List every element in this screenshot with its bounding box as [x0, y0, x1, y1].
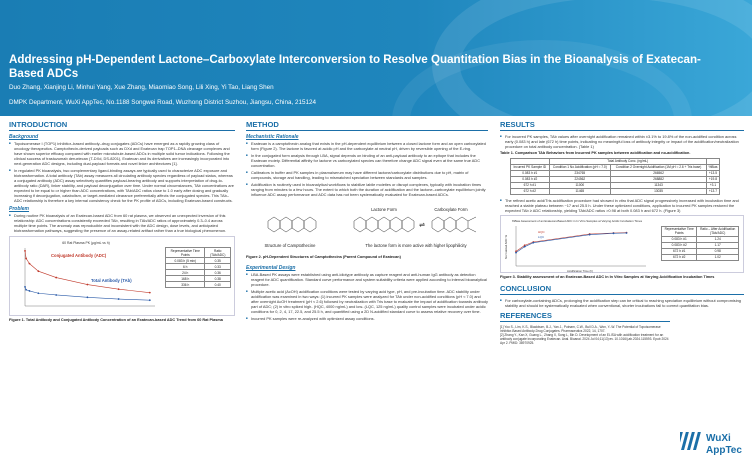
references-heading: REFERENCES	[500, 311, 670, 322]
table-cell: +3.1	[706, 182, 719, 188]
figure1-ratio-table	[165, 247, 231, 288]
figure1-panel	[9, 236, 235, 316]
table-cell: 1.17	[697, 242, 739, 248]
introduction-body	[9, 141, 235, 203]
table-row	[511, 188, 720, 194]
introduction-heading: INTRODUCTION	[9, 120, 235, 131]
table-header: Representative Time Points	[166, 248, 205, 258]
table-cell: 0.36	[205, 270, 231, 276]
table-cell: 224562	[549, 176, 611, 182]
table-cell: 0.38	[205, 276, 231, 282]
bullet-item: ■ LBA-Based PK assays were established using anti-idiotype antibody as capture reagent and anti-human IgG antibody as detection reagent for ADC quantification. Standard curve performance and system suitability criteria were applied according to internal bioanalytical procedure.	[246, 272, 488, 287]
data-point	[37, 292, 39, 294]
svg-text:WuXi: WuXi	[706, 433, 731, 444]
conclusion-body	[500, 298, 744, 308]
table-header: Incurred PK Sample ID	[511, 164, 550, 170]
table-cell: 0.083 h #1	[511, 170, 550, 176]
figure3-title: %Bias Assessment of an Exatecan-Based ADC in In Vitro Samples at Varying Acidic Incubation Times	[511, 218, 643, 223]
figure3-ylabel: Normalized ADC %	[504, 234, 508, 259]
table-cell: 268882	[611, 176, 707, 182]
table-header: %Bias	[706, 164, 719, 170]
figure3-caption: Figure 3. Stability assessment of an Exatecan-Based ADC in In Vitro Samples at Varying Acidification Incubation Times	[500, 274, 715, 279]
table-header: Condition 1 No Acidification (pH ≈ 7.0)	[549, 164, 611, 170]
structure-diagram	[246, 199, 488, 255]
experimental-body	[246, 272, 488, 321]
wuxi-apptec-logo	[680, 424, 750, 462]
bullet-item: ■ Calibrators in buffer and PK samples in plasma/serum may have different lactone/carboxylate distributions due to pH, matrix of compounds, storage and handling, leading to mismatched speciation between standards and samples.	[246, 170, 488, 180]
figure2-panel	[246, 199, 488, 255]
results-heading: RESULTS	[500, 120, 744, 131]
table-cell: 1.02	[697, 254, 739, 260]
bullet-item: ■ During routine PK bioanalysis of an Exatecan-based ADC from 60 rat plasma, we observed an unexpected inversion of this relationship: ADC concentrations consistently exceeded TAb, resulting in TAb/ADC ratios of approximately 0.3–0.4 across multiple time points. The anomaly was reproducible and inconsistent with the ADC design, dose levels, and anticipated biotransformation pathways, suggesting the presence of an assay-related artifact rather than a true biological phenomenon.	[9, 213, 235, 233]
figure1-caption: Figure 1. Total Antibody and Conjugated Antibody Concentration of an Exatecan-based ADC Trend from 60 Rat Plasma	[9, 318, 223, 322]
data-point	[532, 242, 534, 244]
figure3-ratio-table	[661, 226, 739, 261]
table-header: Ratio (TAb/ADC)	[205, 248, 231, 258]
table-cell: 24 h	[166, 270, 205, 276]
table-cell: 672 h #2	[662, 254, 697, 260]
affiliation: DMPK Department, WuXi AppTec, No.1188 Songwei Road, Wuzhong District Suzhou, Jiangsu, China, 215124	[9, 99, 316, 106]
data-point	[29, 290, 31, 292]
data-point	[118, 288, 120, 290]
equilibrium-arrow: ⇌	[419, 221, 425, 229]
table1	[510, 158, 720, 195]
table-cell: 11000	[549, 182, 611, 188]
table-cell: 0.083 h #2	[511, 176, 550, 182]
company-logo	[680, 424, 750, 462]
data-point	[55, 294, 57, 296]
figure3-chart	[502, 217, 652, 273]
references-body	[500, 325, 670, 346]
data-point	[149, 299, 151, 301]
figure3-legend-hqc: HQC	[538, 229, 545, 234]
table-cell: 266562	[611, 170, 707, 176]
table-cell: +19.8	[706, 176, 719, 182]
table-header: Condition 2 Overnight Acidification (1M pH ≈ 2.6 + Tris base)	[611, 164, 707, 170]
figure1-chart	[11, 238, 161, 316]
data-point	[613, 232, 615, 234]
data-point	[149, 292, 151, 294]
table-cell: 672 h #2	[511, 188, 550, 194]
method-column	[246, 120, 488, 323]
table-group-header: Total Antibody Conc. (ng/mL)	[549, 158, 706, 164]
table-cell: 234765	[549, 170, 611, 176]
data-point	[25, 258, 27, 260]
data-point	[118, 298, 120, 300]
data-point	[24, 286, 26, 288]
figure1-legend-tab: Total Antibody (TAb)	[91, 278, 132, 283]
method-heading: METHOD	[246, 120, 488, 131]
table-cell: 672 h #1	[511, 182, 550, 188]
table-row	[662, 254, 739, 260]
table-cell: +13.5	[706, 170, 719, 176]
mechanistic-subheading: Mechanistic Rationale	[246, 134, 299, 140]
bullet-item: ■ The refined acetic acid/Tris acidification procedure had showed in vitro that ADC signal progressively increased with incubation time and reached a stable plateau between ~17 and 25.5 h. Under these optimized conditions, application to incurred PK samples restored the expected TAb ≥ ADC relationship, yielding TAb/ADC ratios >0.98 at both 0.083 h and 672 h. (Figure 3)	[500, 198, 744, 213]
table-cell: 0.40	[205, 282, 231, 288]
problem-subheading: Problem	[9, 206, 30, 212]
table-cell: 0.33	[205, 264, 231, 270]
bullet-item: ■ In regulated PK bioanalysis, two complementary ligand-binding assays are typically used to characterize ADC exposure and biotransformation. A total antibody (TAb) assay measures all circulating antibody species regardless of payload status, whereas a conjugated antibody (ADC) assay selectively quantifies payload-bearing antibody and supports interpretation of drug-to-antibody ratio (DAR), linker stability, and payload deconjugation over time. Under normal circumstances, TAb concentrations are expected to be equal to or higher than ADC concentrations, with TAb/ADC ratios close to 1.0 early after dosing and gradually increasing if deconjugation, catabolism, or target-mediated clearance preferentially affects the conjugated species. This TAb–ADC relationship is therefore a key internal consistency check for the PK profile of ADCs, including Exatecan-based constructs.	[9, 168, 235, 203]
table-cell: 11465	[549, 188, 611, 194]
bullet-item: ■ Multiple acetic acid (AcOH) acidification conditions were tested by varying acid type, pH, and pre-incubation time. ADC stability under acidification was examined in two ways: (1) incurred PK samples were analyzed for TAb under non-acidified conditions (pH ≈ 7.0) and after overnight AcOH treatment (pH ≈ 2.6) followed by neutralization with Tris base to evaluate the impact of acidification towards antibody part of ADC; (2) in vitro spiked high- (HQC, 4000 ng/mL) and low- (LQC, 125 ng/mL) quality control samples were incubated under acidic conditions for 0, 2, 4, 17, 22.5, and 25.5 h, and quantified using a 2D N-acidified standard curve to assess relative recovery over time.	[246, 289, 488, 314]
data-point	[626, 232, 628, 234]
method-body	[246, 141, 488, 197]
figure3-xlabel: Acidification Time (h)	[567, 268, 593, 273]
lactone-label: Lactone Form	[371, 207, 397, 212]
problem-body	[9, 213, 235, 233]
data-point	[515, 252, 517, 254]
bullet-item: ■ Incurred PK samples were re-analyzed with optimized assay conditions.	[246, 316, 488, 321]
table-header: Ratio – After Acidification (TAb/ADC)	[697, 226, 739, 236]
figure2-caption: Figure 2. pH-Dependent Structures of Camptothecins (Parent Compound of Exatecan)	[246, 255, 401, 259]
conclusion-heading: CONCLUSION	[500, 284, 744, 295]
carboxylate-label: Carboxylate Form	[434, 207, 468, 212]
data-point	[25, 289, 27, 291]
bullet-item: ■ For carboxylate-containing ADCs, prolonging the acidification step can be critical to reaching speciation equilibrium without compromising stability and should be systematically evaluated when conventional, shorter incubations fail to correct quantitation bias.	[500, 298, 744, 308]
reference-item: [1] Yoo S., Lim, K.S., Blackburn, B.J., Yan J., Putnam, C.W., Bull D.A., Won, Y.-W. The Potential of Topoisomerase Inhibitor-Based Antibody-Drug Conjugates. Pharmaceutics 2022, 14, 1707.	[500, 324, 661, 333]
structure-label: Structure of Camptothecine	[264, 243, 316, 248]
table-cell: 0.35	[205, 258, 231, 264]
table-cell: 672 h #1	[662, 248, 697, 254]
results-column	[500, 120, 744, 346]
table-cell: 0.98	[697, 248, 739, 254]
bullet-item: ■ Exatecan is a camptothecin analog that exists in the pH-dependent equilibrium between a closed lactone form and an open carboxylated form (Figure 2). The lactone is favored at acidic pH and the carboxylate at neutral pH, driven by reversible opening of the E-ring.	[246, 141, 488, 151]
bullet-item: ■ In the conjugated form analysis through LBA, signal depends on binding of an anti-payload antibody to an epitope that includes the Exatecan moiety. Differential affinity for lactone vs carboxylated species can therefore change ADC signal even at the same true ADC concentration.	[246, 153, 488, 168]
svg-text:AppTec: AppTec	[706, 445, 742, 456]
data-point	[589, 234, 591, 236]
introduction-column	[9, 120, 235, 323]
table-cell: 0.083 h #2	[662, 242, 697, 248]
data-point	[55, 277, 57, 279]
figure1-title: 60 Rat Plasma PK (μg/mL vs h)	[62, 241, 110, 245]
table-cell: 1.24	[697, 236, 739, 242]
figure3-legend-lqc: LQC	[538, 234, 545, 239]
table-header: Representative Time Points	[662, 226, 697, 236]
figure3-panel	[500, 215, 744, 273]
data-point	[37, 270, 39, 272]
table1-caption: Table 1. Comparison TAb Behaviors from Incurred PK samples between acidification and no-acidification.	[500, 151, 691, 155]
data-point	[24, 250, 26, 252]
table-row	[166, 282, 231, 288]
data-point	[87, 296, 89, 298]
reference-item: [2] Zhang Y., Kan X, Guang L., Zhang X, Song L, Bin D. Development of an ELISA with acidification treatment for an antibody conjugate incorporating Exatecan. Anal. Bioanal. 2024 Jul 04;11(13):ev. 10.1016/j.ab.2024.115593. Epub 2024 Apr 2. PMID: 38970925.	[500, 333, 669, 346]
table-cell: 6 h	[166, 264, 205, 270]
table-cell: 0.083 h #1	[662, 236, 697, 242]
experimental-subheading: Experimental Design	[246, 264, 296, 271]
bullet-item: ■ For incurred PK samples, TAb values after overnight acidification remained within ±3.1% to 19.8% of the non-acidified condition across early (0.083 h) and late (672 h) time points, indicating no meaningful loss of antibody integrity or impact of the acidification/neutralization procedure on total antibody concentration. (Table 1)	[500, 134, 744, 149]
bullet-item: ■ Topoisomerase I (TOP1) inhibitor–based antibody–drug conjugates (ADCs) have emerged as a rapidly growing class of oncology therapeutics. Camptothecin-derived payloads such as DXd and Exatecan trap TOP1–DNA cleavage complexes and have shown superior efficacy compared with earlier microtubule-based ADCs in multiple solid tumor indications. Following the clinical success of trastuzumab deruxtecan (T-DXd, DS-8201), Exatecan and its derivatives are increasingly incorporated into next-generation ADC designs, including dual-payload formats and novel linker architectures [1].	[9, 141, 235, 166]
table-cell: 168 h	[166, 276, 205, 282]
table-cell: +13.7	[706, 188, 719, 194]
table-cell: 13035	[611, 188, 707, 194]
data-point	[87, 284, 89, 286]
poster-header	[0, 0, 752, 116]
bullet-item: ■ Acidification is routinely used in bioanalytical workflows to stabilize labile moieties or disrupt complexes, typically with incubation times ranging from minutes to a few hours. The extent to which both the duration of acidification and the lactone–carboxylate equilibrium jointly influence ADC assay performance and ADC data has not been systematically evaluated for Exatecan-based ADCs.	[246, 182, 488, 197]
author-list: Duo Zhang, Xianjing Li, Minhui Yang, Xue Zhang, Miaomiao Song, Lili Xing, Yi Tao, Liang Shen	[9, 84, 274, 91]
table-cell: 336 h	[166, 282, 205, 288]
table-cell: 0.083 h (5 min)	[166, 258, 205, 264]
table-cell: 11343	[611, 182, 707, 188]
results-body-2	[500, 198, 744, 213]
results-body	[500, 134, 744, 149]
figure1-legend-adc: Conjugated Antibody (ADC)	[51, 253, 107, 258]
lactone-note: The lactone form is more active with higher lipophilicity	[365, 243, 467, 248]
background-subheading: Background	[9, 134, 39, 140]
data-point	[29, 263, 31, 265]
poster-title: Addressing pH-Dependent Lactone–Carboxylate Interconversion to Resolve Quantitation Bias in the Bioanalysis of Exatecan-Based ADCs	[9, 53, 701, 80]
data-point	[524, 246, 526, 248]
